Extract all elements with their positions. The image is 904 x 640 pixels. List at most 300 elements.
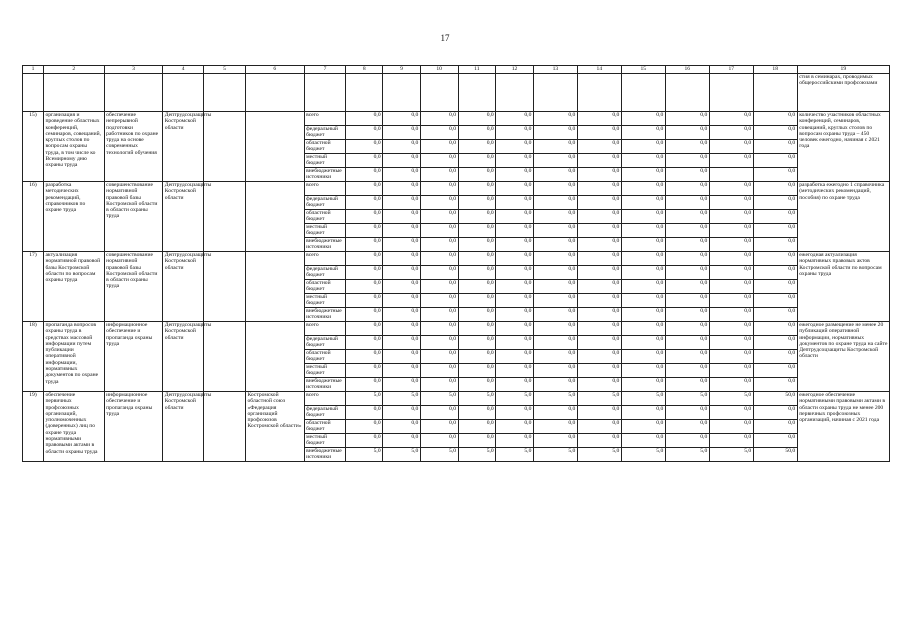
activity-purpose: информационное обеспечение и пропаганда охраны труда	[104, 392, 163, 462]
funding-source-label: областной бюджет	[304, 280, 346, 294]
funding-value: 0,0	[383, 280, 421, 294]
funding-value: 0,0	[458, 266, 496, 280]
activity-number: 17)	[23, 252, 44, 322]
funding-value: 0,0	[420, 336, 458, 350]
funding-value: 0,0	[621, 294, 665, 308]
funding-value: 5,0	[346, 448, 383, 462]
funding-source-label: всего	[304, 112, 346, 126]
funding-value: 0,0	[753, 224, 797, 238]
funding-value: 0,0	[458, 378, 496, 392]
funding-value: 5,0	[621, 448, 665, 462]
funding-source-label: федеральный бюджет	[304, 196, 346, 210]
funding-value: 0,0	[496, 224, 534, 238]
header-cell: 6	[245, 66, 304, 74]
funding-value: 0,0	[496, 154, 534, 168]
funding-value: 0,0	[621, 238, 665, 252]
funding-value: 5,0	[577, 392, 621, 406]
funding-value: 0,0	[420, 406, 458, 420]
funding-value: 0,0	[533, 252, 577, 266]
funding-source-label: внебюджетные источники	[304, 238, 346, 252]
funding-value: 0,0	[533, 196, 577, 210]
funding-value: 0,0	[753, 294, 797, 308]
funding-value: 5,0	[621, 392, 665, 406]
funding-value: 0,0	[420, 322, 458, 336]
activity-purpose: совершенствование нормативной правовой базы Костромской области в области охраны труда	[104, 252, 163, 322]
funding-value: 0,0	[621, 112, 665, 126]
funding-value: 0,0	[665, 406, 709, 420]
activity-result: ежегодное обеспечение нормативными правовыми актами в области охраны труда не менее 200 первичных профсоюзных организаций, начиная с 2021 года	[797, 392, 889, 462]
activity-coexecutor: Костромской областной союз «Федерация организаций профсоюзов Костромской области»	[245, 392, 304, 462]
funding-value: 0,0	[577, 154, 621, 168]
header-cell: 11	[458, 66, 496, 74]
funding-value: 0,0	[496, 406, 534, 420]
funding-value: 0,0	[709, 378, 753, 392]
funding-value: 0,0	[709, 350, 753, 364]
funding-value: 0,0	[709, 308, 753, 322]
funding-source-label: всего	[304, 182, 346, 196]
funding-value: 0,0	[621, 406, 665, 420]
funding-value: 0,0	[533, 154, 577, 168]
funding-value: 0,0	[665, 196, 709, 210]
funding-value: 0,0	[383, 378, 421, 392]
funding-value: 0,0	[665, 322, 709, 336]
funding-value: 5,0	[709, 392, 753, 406]
funding-value	[709, 168, 753, 182]
activity-executor: Дептрудсоцзащиты Костромской области	[163, 112, 204, 182]
header-cell: 5	[204, 66, 246, 74]
funding-value: 0,0	[346, 126, 383, 140]
funding-value: 0,0	[665, 210, 709, 224]
activity-executor: Дептрудсоцзащиты Костромской области	[163, 392, 204, 462]
activity-result: количество участников областных конференций, семинаров, совещаний, круглых столов по вопросам охраны труда – 450 человек ежегодно, начиная с 2021 года	[797, 112, 889, 182]
funding-value: 0,0	[458, 196, 496, 210]
funding-value: 0,0	[709, 280, 753, 294]
funding-value: 0,0	[533, 308, 577, 322]
activity-executor: Дептрудсоцзащиты Костромской области	[163, 322, 204, 392]
activity-coexecutor	[245, 322, 304, 392]
funding-value: 0,0	[383, 140, 421, 154]
funding-value: 0,0	[496, 210, 534, 224]
funding-value: 0,0	[383, 406, 421, 420]
funding-value: 0,0	[709, 126, 753, 140]
funding-value: 0,0	[458, 112, 496, 126]
funding-value: 0,0	[458, 252, 496, 266]
funding-value: 0,0	[533, 336, 577, 350]
funding-value: 0,0	[346, 406, 383, 420]
funding-value: 0,0	[383, 294, 421, 308]
funding-value: 0,0	[458, 336, 496, 350]
funding-value: 0,0	[577, 322, 621, 336]
funding-value: 0,0	[665, 336, 709, 350]
funding-value: 50,0	[753, 392, 797, 406]
funding-value: 0,0	[346, 112, 383, 126]
funding-value: 0,0	[709, 154, 753, 168]
activity-number: 15)	[23, 112, 44, 182]
activity-executor: Дептрудсоцзащиты Костромской области	[163, 252, 204, 322]
activity-name: организация и проведение областных конференций, семинаров, совещаний, круглых столов по вопросам охраны труда, в том числе ко Всемирному дню охраны труда	[43, 112, 104, 182]
funding-value: 0,0	[709, 140, 753, 154]
funding-value: 0,0	[533, 238, 577, 252]
funding-value: 0,0	[383, 336, 421, 350]
column-number-header	[23, 66, 890, 74]
activity-coexecutor	[245, 252, 304, 322]
funding-value: 0,0	[496, 420, 534, 434]
header-cell: 18	[753, 66, 797, 74]
funding-value: 0,0	[496, 112, 534, 126]
activity-coexecutor	[245, 112, 304, 182]
funding-value: 0,0	[496, 238, 534, 252]
funding-value: 0,0	[621, 154, 665, 168]
funding-value: 5,0	[420, 448, 458, 462]
activity-number: 18)	[23, 322, 44, 392]
funding-value: 0,0	[420, 266, 458, 280]
funding-value: 0,0	[753, 434, 797, 448]
header-cell: 12	[496, 66, 534, 74]
funding-value: 0,0	[420, 224, 458, 238]
funding-value: 0,0	[458, 126, 496, 140]
funding-value: 0,0	[383, 266, 421, 280]
funding-value: 0,0	[753, 266, 797, 280]
header-cell: 2	[43, 66, 104, 74]
funding-value: 0,0	[533, 364, 577, 378]
funding-source-label: местный бюджет	[304, 294, 346, 308]
funding-value: 5,0	[709, 448, 753, 462]
funding-value: 0,0	[420, 294, 458, 308]
funding-value: 0,0	[665, 378, 709, 392]
funding-value: 0,0	[346, 238, 383, 252]
activity-purpose: обеспечение непрерывной подготовки работников по охране труда на основе современных технологий обучения	[104, 112, 163, 182]
activity-col5	[204, 252, 246, 322]
funding-value: 0,0	[665, 294, 709, 308]
funding-value: 0,0	[458, 322, 496, 336]
funding-value: 0,0	[753, 364, 797, 378]
funding-value: 0,0	[577, 308, 621, 322]
funding-value: 0,0	[621, 196, 665, 210]
funding-source-row	[23, 392, 890, 406]
funding-value: 0,0	[383, 112, 421, 126]
funding-value: 0,0	[496, 434, 534, 448]
funding-value: 5,0	[383, 392, 421, 406]
continuation-row	[23, 74, 890, 112]
funding-value: 0,0	[709, 182, 753, 196]
header-cell: 7	[304, 66, 346, 74]
activity-name: актуализация нормативной правовой базы Костромской области по вопросам охраны труда	[43, 252, 104, 322]
funding-value: 0,0	[346, 224, 383, 238]
funding-value: 0,0	[665, 224, 709, 238]
funding-source-label: федеральный бюджет	[304, 336, 346, 350]
header-cell: 19	[797, 66, 889, 74]
funding-value: 0,0	[577, 252, 621, 266]
funding-value: 0,0	[533, 140, 577, 154]
activity-executor: Дептрудсоцзащиты Костромской области	[163, 182, 204, 252]
funding-value: 0,0	[753, 238, 797, 252]
funding-value: 0,0	[496, 266, 534, 280]
funding-value: 0,0	[665, 434, 709, 448]
funding-value: 0,0	[420, 252, 458, 266]
funding-value: 0,0	[709, 252, 753, 266]
funding-value: 5,0	[383, 448, 421, 462]
funding-value: 0,0	[383, 434, 421, 448]
funding-source-label: местный бюджет	[304, 224, 346, 238]
funding-value: 0,0	[420, 434, 458, 448]
funding-value: 0,0	[458, 210, 496, 224]
funding-value: 0,0	[709, 406, 753, 420]
funding-value: 0,0	[665, 140, 709, 154]
funding-value: 0,0	[420, 364, 458, 378]
funding-value: 0,0	[577, 224, 621, 238]
activity-number: 19)	[23, 392, 44, 462]
funding-value: 0,0	[577, 434, 621, 448]
funding-source-label: внебюджетные источники	[304, 168, 346, 182]
funding-value: 0,0	[753, 126, 797, 140]
funding-value: 0,0	[420, 140, 458, 154]
funding-value: 0,0	[753, 252, 797, 266]
funding-value: 0,0	[753, 112, 797, 126]
funding-value: 0,0	[496, 140, 534, 154]
activity-col5	[204, 112, 246, 182]
funding-value: 0,0	[753, 308, 797, 322]
funding-value: 0,0	[577, 168, 621, 182]
funding-value: 0,0	[346, 140, 383, 154]
funding-value: 0,0	[458, 364, 496, 378]
funding-value: 0,0	[458, 434, 496, 448]
funding-value: 0,0	[458, 350, 496, 364]
funding-source-label: внебюджетные источники	[304, 448, 346, 462]
funding-value: 0,0	[621, 280, 665, 294]
funding-value: 0,0	[621, 252, 665, 266]
continuation-text: стия в семинарах, проводимых общероссийскими профсоюзами	[797, 74, 889, 112]
funding-source-label: внебюджетные источники	[304, 378, 346, 392]
funding-value: 0,0	[496, 308, 534, 322]
funding-value: 5,0	[496, 392, 534, 406]
funding-value: 0,0	[665, 308, 709, 322]
funding-value: 0,0	[346, 322, 383, 336]
funding-value: 0,0	[665, 238, 709, 252]
funding-value: 0,0	[346, 350, 383, 364]
funding-value: 0,0	[346, 420, 383, 434]
funding-value: 0,0	[533, 210, 577, 224]
activity-col5	[204, 322, 246, 392]
funding-value: 0,0	[458, 308, 496, 322]
funding-value: 0,0	[709, 420, 753, 434]
funding-value: 0,0	[709, 364, 753, 378]
header-cell: 14	[577, 66, 621, 74]
header-cell: 15	[621, 66, 665, 74]
funding-value: 0,0	[709, 112, 753, 126]
funding-source-row	[23, 182, 890, 196]
funding-value: 0,0	[496, 294, 534, 308]
funding-value: 0,0	[709, 434, 753, 448]
funding-value: 0,0	[533, 182, 577, 196]
funding-value: 0,0	[346, 196, 383, 210]
funding-value: 0,0	[383, 154, 421, 168]
activity-name: пропаганда вопросов охраны труда в средствах массовой информации путем публикации оперативной информации, нормативных документов по охране труда	[43, 322, 104, 392]
funding-value: 0,0	[496, 336, 534, 350]
funding-value: 0,0	[383, 420, 421, 434]
funding-value: 0,0	[709, 336, 753, 350]
funding-source-label: областной бюджет	[304, 210, 346, 224]
funding-value: 0,0	[621, 378, 665, 392]
funding-value: 0,0	[533, 434, 577, 448]
funding-value: 0,0	[709, 238, 753, 252]
funding-value: 0,0	[621, 224, 665, 238]
funding-source-row	[23, 252, 890, 266]
funding-value: 0,0	[496, 182, 534, 196]
funding-value: 0,0	[383, 168, 421, 182]
activity-number: 16)	[23, 182, 44, 252]
funding-value: 0,0	[496, 126, 534, 140]
funding-value: 0,0	[383, 322, 421, 336]
funding-value: 0,0	[383, 126, 421, 140]
funding-value: 0,0	[753, 140, 797, 154]
funding-value: 0,0	[577, 420, 621, 434]
funding-value: 0,0	[420, 168, 458, 182]
funding-value: 0,0	[346, 378, 383, 392]
funding-value: 0,0	[577, 336, 621, 350]
funding-value: 0,0	[383, 224, 421, 238]
funding-value: 0,0	[753, 420, 797, 434]
funding-value: 0,0	[577, 350, 621, 364]
funding-value: 0,0	[533, 350, 577, 364]
funding-value: 5,0	[496, 448, 534, 462]
funding-value: 0,0	[665, 420, 709, 434]
funding-value: 0,0	[346, 308, 383, 322]
funding-value: 0,0	[383, 196, 421, 210]
funding-value: 0,0	[496, 322, 534, 336]
funding-value: 0,0	[496, 252, 534, 266]
funding-value: 0,0	[420, 420, 458, 434]
funding-value: 0,0	[533, 112, 577, 126]
funding-value: 0,0	[420, 308, 458, 322]
funding-source-label: всего	[304, 392, 346, 406]
funding-value: 0,0	[621, 210, 665, 224]
funding-value: 0,0	[621, 322, 665, 336]
funding-value: 0,0	[577, 210, 621, 224]
page-number: 17	[440, 33, 450, 43]
funding-value: 0,0	[621, 266, 665, 280]
funding-value: 0,0	[420, 280, 458, 294]
funding-value: 0,0	[346, 434, 383, 448]
funding-value: 5,0	[458, 392, 496, 406]
funding-value: 0,0	[533, 126, 577, 140]
activity-purpose: информационное обеспечение и пропаганда охраны труда	[104, 322, 163, 392]
activity-coexecutor	[245, 182, 304, 252]
funding-value: 0,0	[533, 280, 577, 294]
funding-value: 0,0	[577, 280, 621, 294]
funding-source-label: областной бюджет	[304, 350, 346, 364]
funding-value: 0,0	[346, 280, 383, 294]
header-cell: 17	[709, 66, 753, 74]
funding-value: 0,0	[753, 336, 797, 350]
funding-value: 0,0	[665, 126, 709, 140]
funding-value: 0,0	[346, 364, 383, 378]
funding-value: 0,0	[621, 420, 665, 434]
funding-value: 0,0	[577, 364, 621, 378]
header-cell: 13	[533, 66, 577, 74]
funding-value: 0,0	[458, 182, 496, 196]
funding-value: 0,0	[496, 378, 534, 392]
funding-value: 0,0	[458, 406, 496, 420]
activity-result: разработка ежегодно 1 справочника (методических рекомендаций, пособия) по охране труда	[797, 182, 889, 252]
funding-value: 0,0	[665, 280, 709, 294]
funding-value: 0,0	[383, 238, 421, 252]
funding-value: 0,0	[420, 210, 458, 224]
funding-value: 5,0	[533, 448, 577, 462]
funding-value: 0,0	[753, 406, 797, 420]
funding-value: 0,0	[577, 126, 621, 140]
funding-value: 0,0	[420, 112, 458, 126]
funding-value: 0,0	[665, 350, 709, 364]
funding-value: 0,0	[665, 252, 709, 266]
funding-value: 0,0	[346, 154, 383, 168]
funding-value: 0,0	[665, 112, 709, 126]
funding-value: 0,0	[577, 112, 621, 126]
activity-col5	[204, 182, 246, 252]
funding-value: 0,0	[458, 238, 496, 252]
funding-value: 0,0	[496, 364, 534, 378]
funding-value: 0,0	[458, 168, 496, 182]
funding-value: 0,0	[621, 364, 665, 378]
activity-name: разработка методических рекомендаций, справочников по охране труда	[43, 182, 104, 252]
funding-value: 0,0	[621, 126, 665, 140]
funding-value: 0,0	[753, 210, 797, 224]
funding-value: 5,0	[665, 448, 709, 462]
funding-source-label: местный бюджет	[304, 434, 346, 448]
header-cell: 4	[163, 66, 204, 74]
funding-source-label: федеральный бюджет	[304, 406, 346, 420]
funding-value: 0,0	[709, 294, 753, 308]
funding-value: 0,0	[709, 210, 753, 224]
activity-result: ежегодное размещение не менее 20 публикаций оперативной информации, нормативных документов по охране труда на сайте Дептрудсоцзащиты Костромской области	[797, 322, 889, 392]
funding-value: 0,0	[420, 350, 458, 364]
funding-value: 0,0	[383, 350, 421, 364]
funding-value: 0,0	[665, 168, 709, 182]
header-cell: 3	[104, 66, 163, 74]
funding-value: 0,0	[383, 308, 421, 322]
funding-value: 5,0	[577, 448, 621, 462]
funding-value: 0,0	[458, 224, 496, 238]
funding-source-label: внебюджетные источники	[304, 308, 346, 322]
funding-source-label: областной бюджет	[304, 140, 346, 154]
funding-value: 0,0	[458, 420, 496, 434]
activity-name: обеспечение первичных профсоюзных организаций, уполномоченных (доверенных) лиц по охране труда нормативными правовыми актами в области охраны труда	[43, 392, 104, 462]
funding-value: 5,0	[420, 392, 458, 406]
funding-value: 0,0	[621, 168, 665, 182]
funding-value: 0,0	[533, 420, 577, 434]
funding-source-label: всего	[304, 252, 346, 266]
funding-value: 0,0	[346, 252, 383, 266]
funding-value: 0,0	[458, 294, 496, 308]
funding-source-row	[23, 112, 890, 126]
funding-source-label: местный бюджет	[304, 364, 346, 378]
funding-value: 0,0	[577, 266, 621, 280]
funding-source-label: местный бюджет	[304, 154, 346, 168]
funding-value: 0,0	[621, 350, 665, 364]
funding-source-label: федеральный бюджет	[304, 266, 346, 280]
funding-value: 0,0	[665, 266, 709, 280]
activity-col5	[204, 392, 246, 462]
funding-value: 0,0	[753, 280, 797, 294]
funding-value: 0,0	[753, 196, 797, 210]
funding-value: 0,0	[346, 210, 383, 224]
activity-result: ежегодная актуализация нормативных правовых актов Костромской области по вопросам охраны труда	[797, 252, 889, 322]
funding-value: 0,0	[533, 406, 577, 420]
funding-value: 5,0	[458, 448, 496, 462]
funding-value: 0,0	[709, 196, 753, 210]
header-cell: 8	[346, 66, 383, 74]
funding-value: 0,0	[665, 182, 709, 196]
funding-value: 0,0	[533, 322, 577, 336]
